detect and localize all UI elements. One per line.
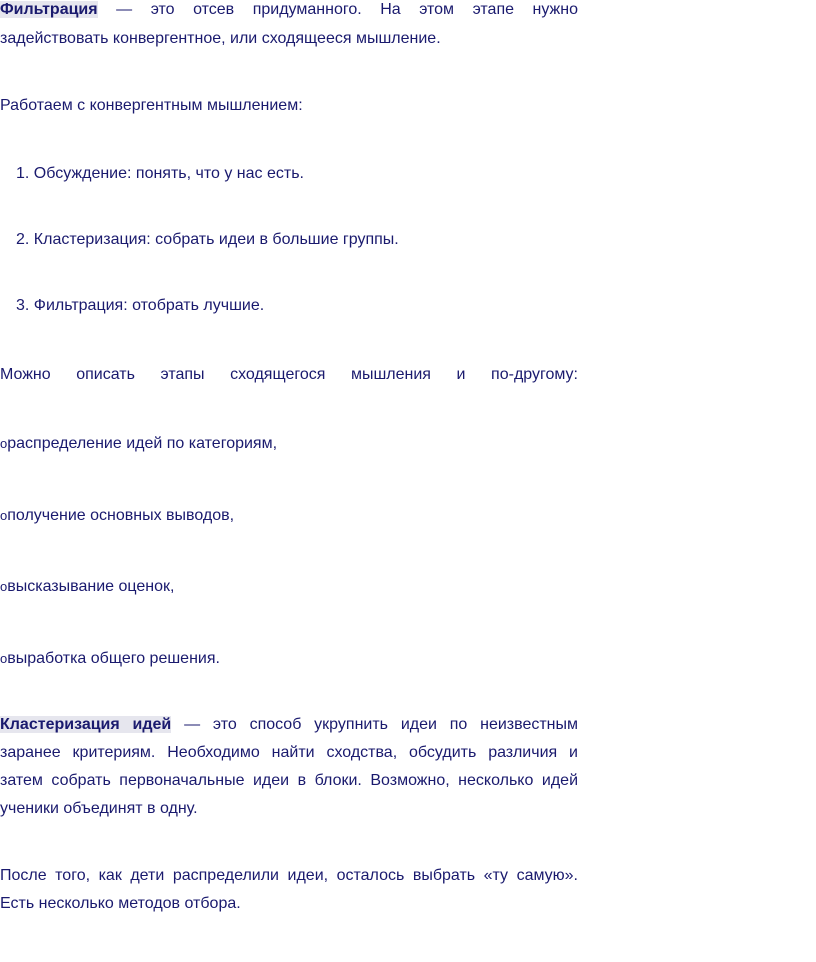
bullet-marker: o <box>0 579 8 594</box>
bullet-marker: o <box>0 508 8 523</box>
bullet-item-text: получение основных выводов, <box>7 507 235 524</box>
step-item-2: 2. Кластеризация: собрать идеи в большие группы. <box>16 231 399 248</box>
bullet-marker: o <box>0 651 8 666</box>
para4-line1-rest: — это способ укрупнить идеи по неизвестным <box>184 716 578 733</box>
step-item-1: 1. Обсуждение: понять, что у нас есть. <box>16 165 304 182</box>
bullet-item-text: распределение идей по категориям, <box>7 435 278 452</box>
bullet-item-1 <box>0 434 277 454</box>
para2-text: Работаем с конвергентным мышлением: <box>0 97 303 114</box>
para5-line2: Есть несколько методов отбора. <box>0 895 241 912</box>
para4-line1 <box>0 715 578 735</box>
bullet-item-text: выработка общего решения. <box>7 650 220 667</box>
bullet-marker: o <box>0 436 8 451</box>
bullet-item-3 <box>0 577 174 597</box>
bullet-item-2 <box>0 506 234 526</box>
step-item-3: 3. Фильтрация: отобрать лучшие. <box>16 297 265 314</box>
para4-term: Кластеризация идей <box>0 716 172 733</box>
para4-line4: ученики объединят в одну. <box>0 800 198 817</box>
para1-term: Фильтрация <box>0 1 98 18</box>
para1-line1-rest: — это отсев придуманного. На этом этапе нужно <box>116 1 578 18</box>
para1-line1 <box>0 0 578 20</box>
bullet-item-text: высказывание оценок, <box>7 578 175 595</box>
para5-line1: После того, как дети распределили идеи, осталось выбрать «ту самую». <box>0 867 578 884</box>
para3-text: Можно описать этапы сходящегося мышления и по-другому: <box>0 366 578 383</box>
bullet-item-4 <box>0 649 220 669</box>
para4-line2: заранее критериям. Необходимо найти сходства, обсудить различия и <box>0 744 578 761</box>
para1-line2: задействовать конвергентное, или сходящееся мышление. <box>0 30 441 47</box>
para4-line3: затем собрать первоначальные идеи в блоки. Возможно, несколько идей <box>0 772 578 789</box>
